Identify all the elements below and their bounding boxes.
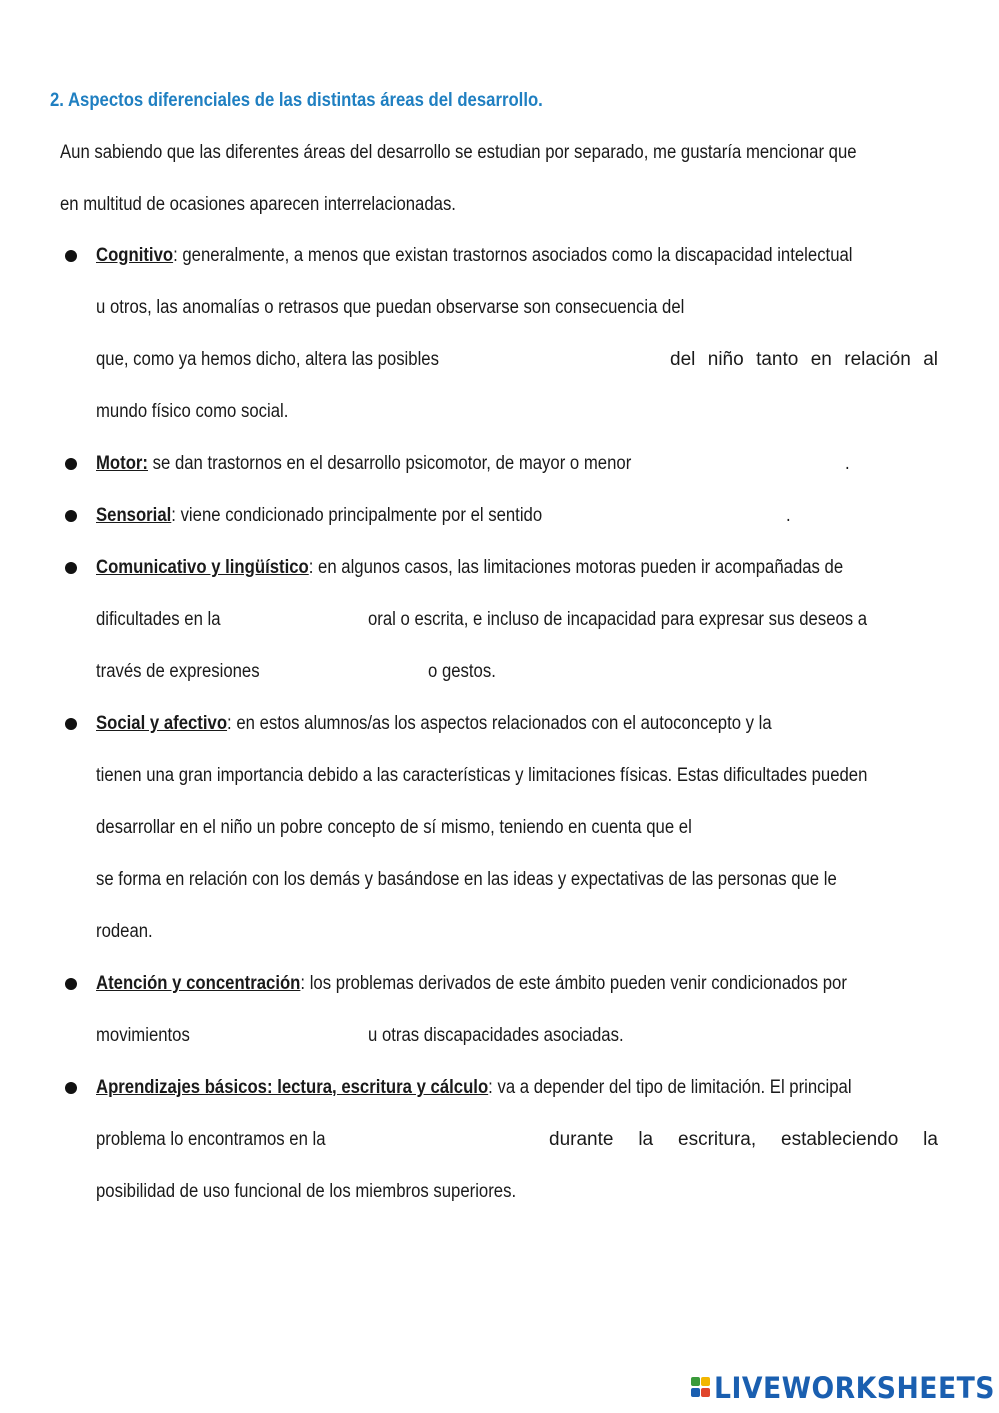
item-comunicativo-line-3a: través de expresiones bbox=[96, 661, 260, 682]
bullet-icon bbox=[65, 1082, 77, 1094]
item-social-line-4: se forma en relación con los demás y basándose en las ideas y expectativas de las personas que le bbox=[96, 869, 837, 890]
item-motor-line-1: Motor: se dan trastornos en el desarrollo psicomotor, de mayor o menor bbox=[96, 453, 632, 474]
item-comunicativo-line-2a: dificultades en la bbox=[96, 609, 221, 630]
item-motor-title: Motor: bbox=[96, 453, 149, 474]
item-social-line-2: tienen una gran importancia debido a las características y limitaciones físicas. Estas dificultades pueden bbox=[96, 765, 868, 786]
bullet-icon bbox=[65, 510, 77, 522]
bullet-icon bbox=[65, 458, 77, 470]
item-aprendizajes-title: Aprendizajes básicos: lectura, escritura y cálculo bbox=[96, 1077, 489, 1098]
item-social-line-3: desarrollar en el niño un pobre concepto de sí mismo, teniendo en cuenta que el bbox=[96, 817, 692, 838]
bullet-icon bbox=[65, 250, 77, 262]
bullet-icon bbox=[65, 978, 77, 990]
item-cognitivo-title: Cognitivo bbox=[96, 245, 174, 266]
item-atencion-line-2b: u otras discapacidades asociadas. bbox=[368, 1025, 624, 1046]
intro-line-1: Aun sabiendo que las diferentes áreas del desarrollo se estudian por separado, me gustaría mencionar que bbox=[60, 142, 857, 163]
item-sensorial-title: Sensorial bbox=[96, 505, 172, 526]
item-aprendizajes-line-1: Aprendizajes básicos: lectura, escritura y cálculo: va a depender del tipo de limitación. El principal bbox=[96, 1077, 852, 1098]
item-comunicativo-title: Comunicativo y lingüístico bbox=[96, 557, 309, 578]
item-atencion-title: Atención y concentración bbox=[96, 973, 301, 994]
item-comunicativo-line-1: Comunicativo y lingüístico: en algunos casos, las limitaciones motoras pueden ir acompañadas de bbox=[96, 557, 844, 578]
item-cognitivo-line-1: Cognitivo: generalmente, a menos que existan trastornos asociados como la discapacidad intelectual bbox=[96, 245, 853, 266]
item-social-line-1: Social y afectivo: en estos alumnos/as los aspectos relacionados con el autoconcepto y la bbox=[96, 713, 772, 734]
item-aprendizajes-line-2a: problema lo encontramos en la bbox=[96, 1129, 326, 1150]
bullet-icon bbox=[65, 562, 77, 574]
item-cognitivo-line-3a: que, como ya hemos dicho, altera las posibles bbox=[96, 349, 439, 370]
liveworksheets-logo bbox=[690, 1372, 999, 1404]
item-cognitivo-line-4: mundo físico como social. bbox=[96, 401, 289, 422]
section-heading: 2. Aspectos diferenciales de las distintas áreas del desarrollo. bbox=[50, 90, 543, 111]
liveworksheets-logo-icon bbox=[690, 1375, 712, 1401]
item-sensorial-end: . bbox=[786, 505, 791, 526]
item-atencion-line-2a: movimientos bbox=[96, 1025, 190, 1046]
item-social-line-5: rodean. bbox=[96, 921, 153, 942]
item-cognitivo-line-3b: del niño tanto en relación al bbox=[670, 349, 938, 370]
item-comunicativo-line-2b: oral o escrita, e incluso de incapacidad para expresar sus deseos a bbox=[368, 609, 868, 630]
footer-brand: LIVEWORKSHEETS bbox=[714, 1371, 995, 1405]
item-cognitivo-line-2: u otros, las anomalías o retrasos que puedan observarse son consecuencia del bbox=[96, 297, 685, 318]
item-social-title: Social y afectivo bbox=[96, 713, 228, 734]
item-motor-end: . bbox=[845, 453, 850, 474]
item-sensorial-line-1: Sensorial: viene condicionado principalmente por el sentido bbox=[96, 505, 543, 526]
bullet-icon bbox=[65, 718, 77, 730]
item-comunicativo-line-3b: o gestos. bbox=[428, 661, 496, 682]
item-aprendizajes-line-2b: durante la escritura, estableciendo la bbox=[549, 1129, 938, 1150]
item-atencion-line-1: Atención y concentración: los problemas derivados de este ámbito pueden venir condicionados por bbox=[96, 973, 847, 994]
intro-line-2: en multitud de ocasiones aparecen interrelacionadas. bbox=[60, 194, 456, 215]
item-aprendizajes-line-3: posibilidad de uso funcional de los miembros superiores. bbox=[96, 1181, 517, 1202]
